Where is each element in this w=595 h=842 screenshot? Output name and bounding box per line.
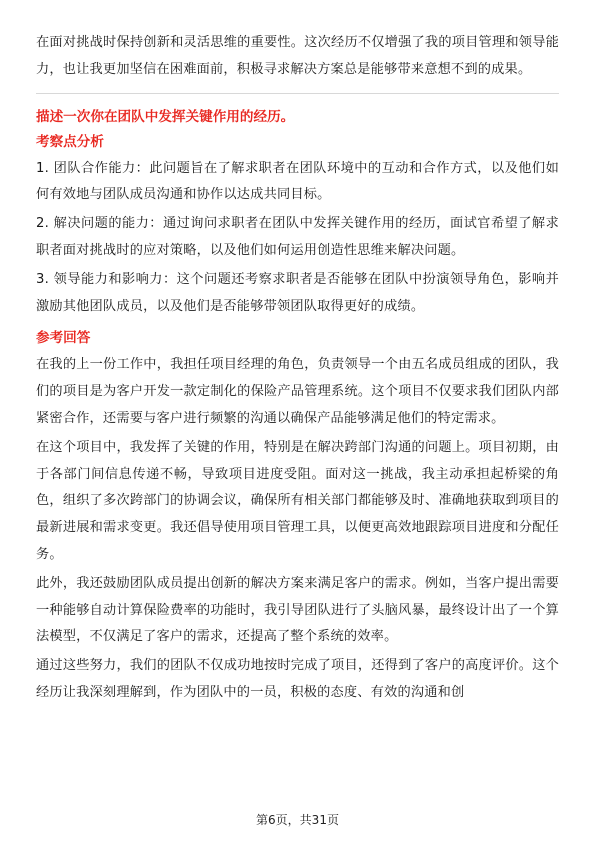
answer-title: 参考回答 bbox=[36, 330, 91, 347]
page-number-footer: 第6页，共31页 bbox=[256, 813, 339, 827]
analysis-point: 2. 解决问题的能力：通过询问求职者在团队中发挥关键作用的经历，面试官希望了解求职者面对挑战时的应对策略，以及他们如何运用创造性思维来解决问题。 bbox=[36, 216, 559, 258]
analysis-title: 考察点分析 bbox=[36, 133, 104, 150]
answer-paragraph: 在我的上一份工作中，我担任项目经理的角色，负责领导一个由五名成员组成的团队，我们的项目是为客户开发一款定制化的保险产品管理系统。这个项目不仅要求我们团队内部紧密合作，还需要与客户进行频繁的沟通以确保产品能够满足他们的特定需求。 bbox=[36, 357, 559, 426]
analysis-point: 3. 领导能力和影响力：这个问题还考察求职者是否能够在团队中扮演领导角色，影响并激励其他团队成员，以及他们是否能够带领团队取得更好的成绩。 bbox=[36, 271, 559, 314]
section-divider bbox=[36, 93, 559, 94]
answer-paragraph: 通过这些努力，我们的团队不仅成功地按时完成了项目，还得到了客户的高度评价。这个经历让我深刻理解到，作为团队中的一员，积极的态度、有效的沟通和创 bbox=[36, 658, 559, 700]
analysis-point: 1. 团队合作能力：此问题旨在了解求职者在团队环境中的互动和合作方式，以及他们如何有效地与团队成员沟通和协作以达成共同目标。 bbox=[36, 160, 559, 203]
intro-paragraph: 在面对挑战时保持创新和灵活思维的重要性。这次经历不仅增强了我的项目管理和领导能力，也让我更加坚信在困难面前，积极寻求解决方案总是能够带来意想不到的成果。 bbox=[36, 35, 559, 77]
answer-paragraph: 在这个项目中，我发挥了关键的作用，特别是在解决跨部门沟通的问题上。项目初期，由于各部门间信息传递不畅，导致项目进度受阻。面对这一挑战，我主动承担起桥梁的角色，组织了多次跨部门的协调会议，确保所有相关部门都能够及时、准确地获取到项目的最新进展和需求变更。我还倡导使用项目管理工具，以便更高效地跟踪项目进度和分配任务。 bbox=[36, 439, 559, 562]
question-heading: 描述一次你在团队中发挥关键作用的经历。 bbox=[36, 108, 295, 125]
answer-paragraph: 此外，我还鼓励团队成员提出创新的解决方案来满足客户的需求。例如，当客户提出需要一种能够自动计算保险费率的功能时，我引导团队进行了头脑风暴，最终设计出了一个算法模型，不仅满足了客户的需求，还提高了整个系统的效率。 bbox=[36, 575, 559, 645]
